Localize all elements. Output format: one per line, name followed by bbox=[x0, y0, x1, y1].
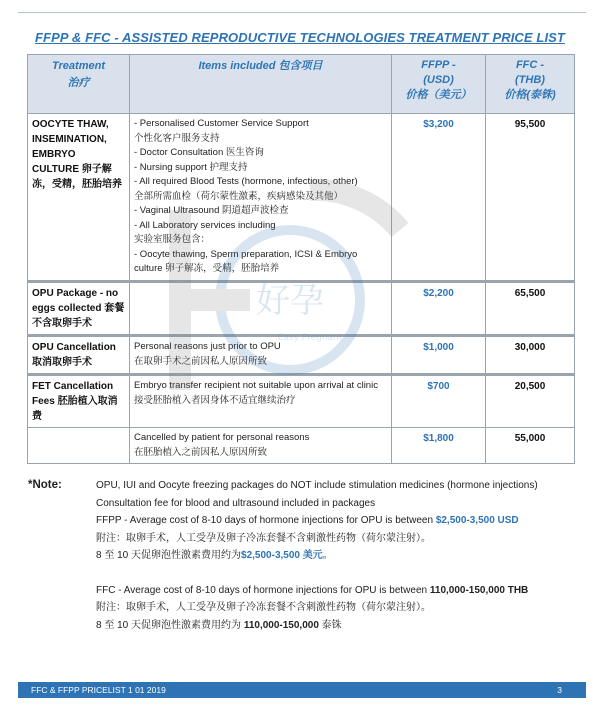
item-line: - Vaginal Ultrasound 阴道超声波检查 bbox=[134, 205, 289, 216]
item-line: 实验室服务包含： bbox=[134, 234, 211, 245]
page-number: 3 bbox=[557, 685, 562, 695]
header-ffpp-usd: FFPP - (USD) 价格（美元） bbox=[392, 55, 486, 114]
ffpp-cost-range: $2,500-3,500 USD bbox=[435, 515, 519, 526]
ffc-cost-range: 110,000-150,000 THB bbox=[429, 584, 529, 596]
note-line: 附注：取卵手术，人工受孕及卵子冷冻套餐不含刺激性药物（荷尔蒙注射）。 bbox=[96, 602, 431, 613]
header-treatment: Treatment 治疗 bbox=[28, 55, 130, 114]
item-line: 在胚胎植入之前因私人原因所致 bbox=[134, 446, 268, 458]
price-usd: $1,000 bbox=[392, 336, 486, 375]
item-line: - All Laboratory services including bbox=[134, 219, 276, 231]
note-ffpp-line: FFPP - Average cost of 8-10 days of hormone injections for OPU is between $2,500-3,500 USD bbox=[96, 515, 519, 526]
items-cell bbox=[130, 428, 392, 464]
price-usd: $2,200 bbox=[392, 282, 486, 336]
price-thb: 55,000 bbox=[486, 428, 575, 464]
watermark-en: Easy Pregnant bbox=[277, 333, 343, 343]
table-row bbox=[28, 282, 575, 336]
table-row bbox=[28, 336, 575, 375]
page-title: FFPP & FFC - ASSISTED REPRODUCTIVE TECHNOLOGIES TREATMENT PRICE LIST bbox=[35, 30, 565, 45]
item-line: 在取卵手术之前因私人原因所致 bbox=[134, 355, 268, 367]
item-line: culture 卵子解冻，受精，胚胎培养 bbox=[134, 263, 280, 274]
items-cell bbox=[130, 375, 392, 428]
price-usd: $1,800 bbox=[392, 428, 486, 464]
header-ffc-thb: FFC - (THB) 价格(泰铢) bbox=[486, 55, 575, 114]
footer-bar bbox=[18, 682, 586, 698]
price-table bbox=[27, 54, 575, 464]
items-cell bbox=[130, 282, 392, 336]
item-line: Cancelled by patient for personal reasons bbox=[134, 432, 310, 443]
table-header-row bbox=[28, 55, 575, 114]
ffc-cost-range-cn: 110,000-150,000 bbox=[243, 619, 319, 631]
price-usd: $3,200 bbox=[392, 114, 486, 282]
item-line: Personal reasons just prior to OPU bbox=[134, 341, 281, 352]
footer-title: FFC & FFPP PRICELIST 1 01 2019 bbox=[31, 685, 166, 695]
treatment-cell: OPU Package - no eggs collected 套餐不含取卵手术 bbox=[28, 282, 130, 336]
items-cell bbox=[130, 336, 392, 375]
note-label: *Note: bbox=[28, 479, 62, 491]
price-usd: $700 bbox=[392, 375, 486, 428]
item-line: Embryo transfer recipient not suitable upon arrival at clinic bbox=[134, 380, 378, 391]
items-cell bbox=[130, 114, 392, 282]
price-thb: 95,500 bbox=[486, 114, 575, 282]
price-thb: 20,500 bbox=[486, 375, 575, 428]
note-line: OPU, IUI and Oocyte freezing packages do NOT include stimulation medicines (hormone injections) bbox=[96, 480, 538, 491]
watermark-cn: 好孕 bbox=[256, 281, 324, 321]
table-row bbox=[28, 428, 575, 464]
table-row bbox=[28, 114, 575, 282]
price-thb: 30,000 bbox=[486, 336, 575, 375]
treatment-cell: OOCYTE THAW, INSEMINATION, EMBRYO CULTURE 卵子解冻，受精，胚胎培养 bbox=[28, 114, 130, 282]
item-line: - Nursing support 护理支持 bbox=[134, 161, 248, 173]
treatment-cell: OPU Cancellation 取消取卵手术 bbox=[28, 336, 130, 375]
item-line: - All required Blood Tests (hormone, infectious, other) bbox=[134, 176, 358, 187]
note-line: Consultation fee for blood and ultrasound included in packages bbox=[96, 497, 376, 509]
note-ffc-line: FFC - Average cost of 8-10 days of hormone injections for OPU is between 110,000-150,000 THB bbox=[96, 584, 529, 596]
note-ffc-cn-line: 8 至 10 天促卵泡性激素费用约为 110,000-150,000 泰铢 bbox=[96, 619, 342, 631]
item-line: - Personalised Customer Service Support bbox=[134, 118, 309, 129]
item-line: 全部所需血检（荷尔蒙性激素，疾病感染及其他） bbox=[134, 190, 344, 202]
item-line: 个性化客户服务支持 bbox=[134, 132, 220, 144]
item-line: - Oocyte thawing, Sperm preparation, ICSI & Embryo bbox=[134, 248, 358, 260]
header-items: Items included 包含项目 bbox=[130, 55, 392, 114]
item-line: - Doctor Consultation 医生咨询 bbox=[134, 147, 264, 158]
note-ffpp-cn-line: 8 至 10 天促卵泡性激素费用约为$2,500-3,500 美元。 bbox=[96, 550, 333, 561]
price-thb: 65,500 bbox=[486, 282, 575, 336]
item-line: 接受胚胎植入者因身体不适宜继续治疗 bbox=[134, 394, 296, 406]
table-row bbox=[28, 375, 575, 428]
top-rule bbox=[18, 12, 586, 13]
treatment-cell bbox=[28, 428, 130, 464]
note-line: 附注：取卵手术，人工受孕及卵子冷冻套餐不含刺激性药物（荷尔蒙注射）。 bbox=[96, 532, 431, 544]
note-body bbox=[96, 477, 576, 634]
treatment-cell: FET Cancellation Fees 胚胎植入取消费 bbox=[28, 375, 130, 428]
ffpp-cost-range-cn: $2,500-3,500 美元 bbox=[241, 550, 323, 561]
